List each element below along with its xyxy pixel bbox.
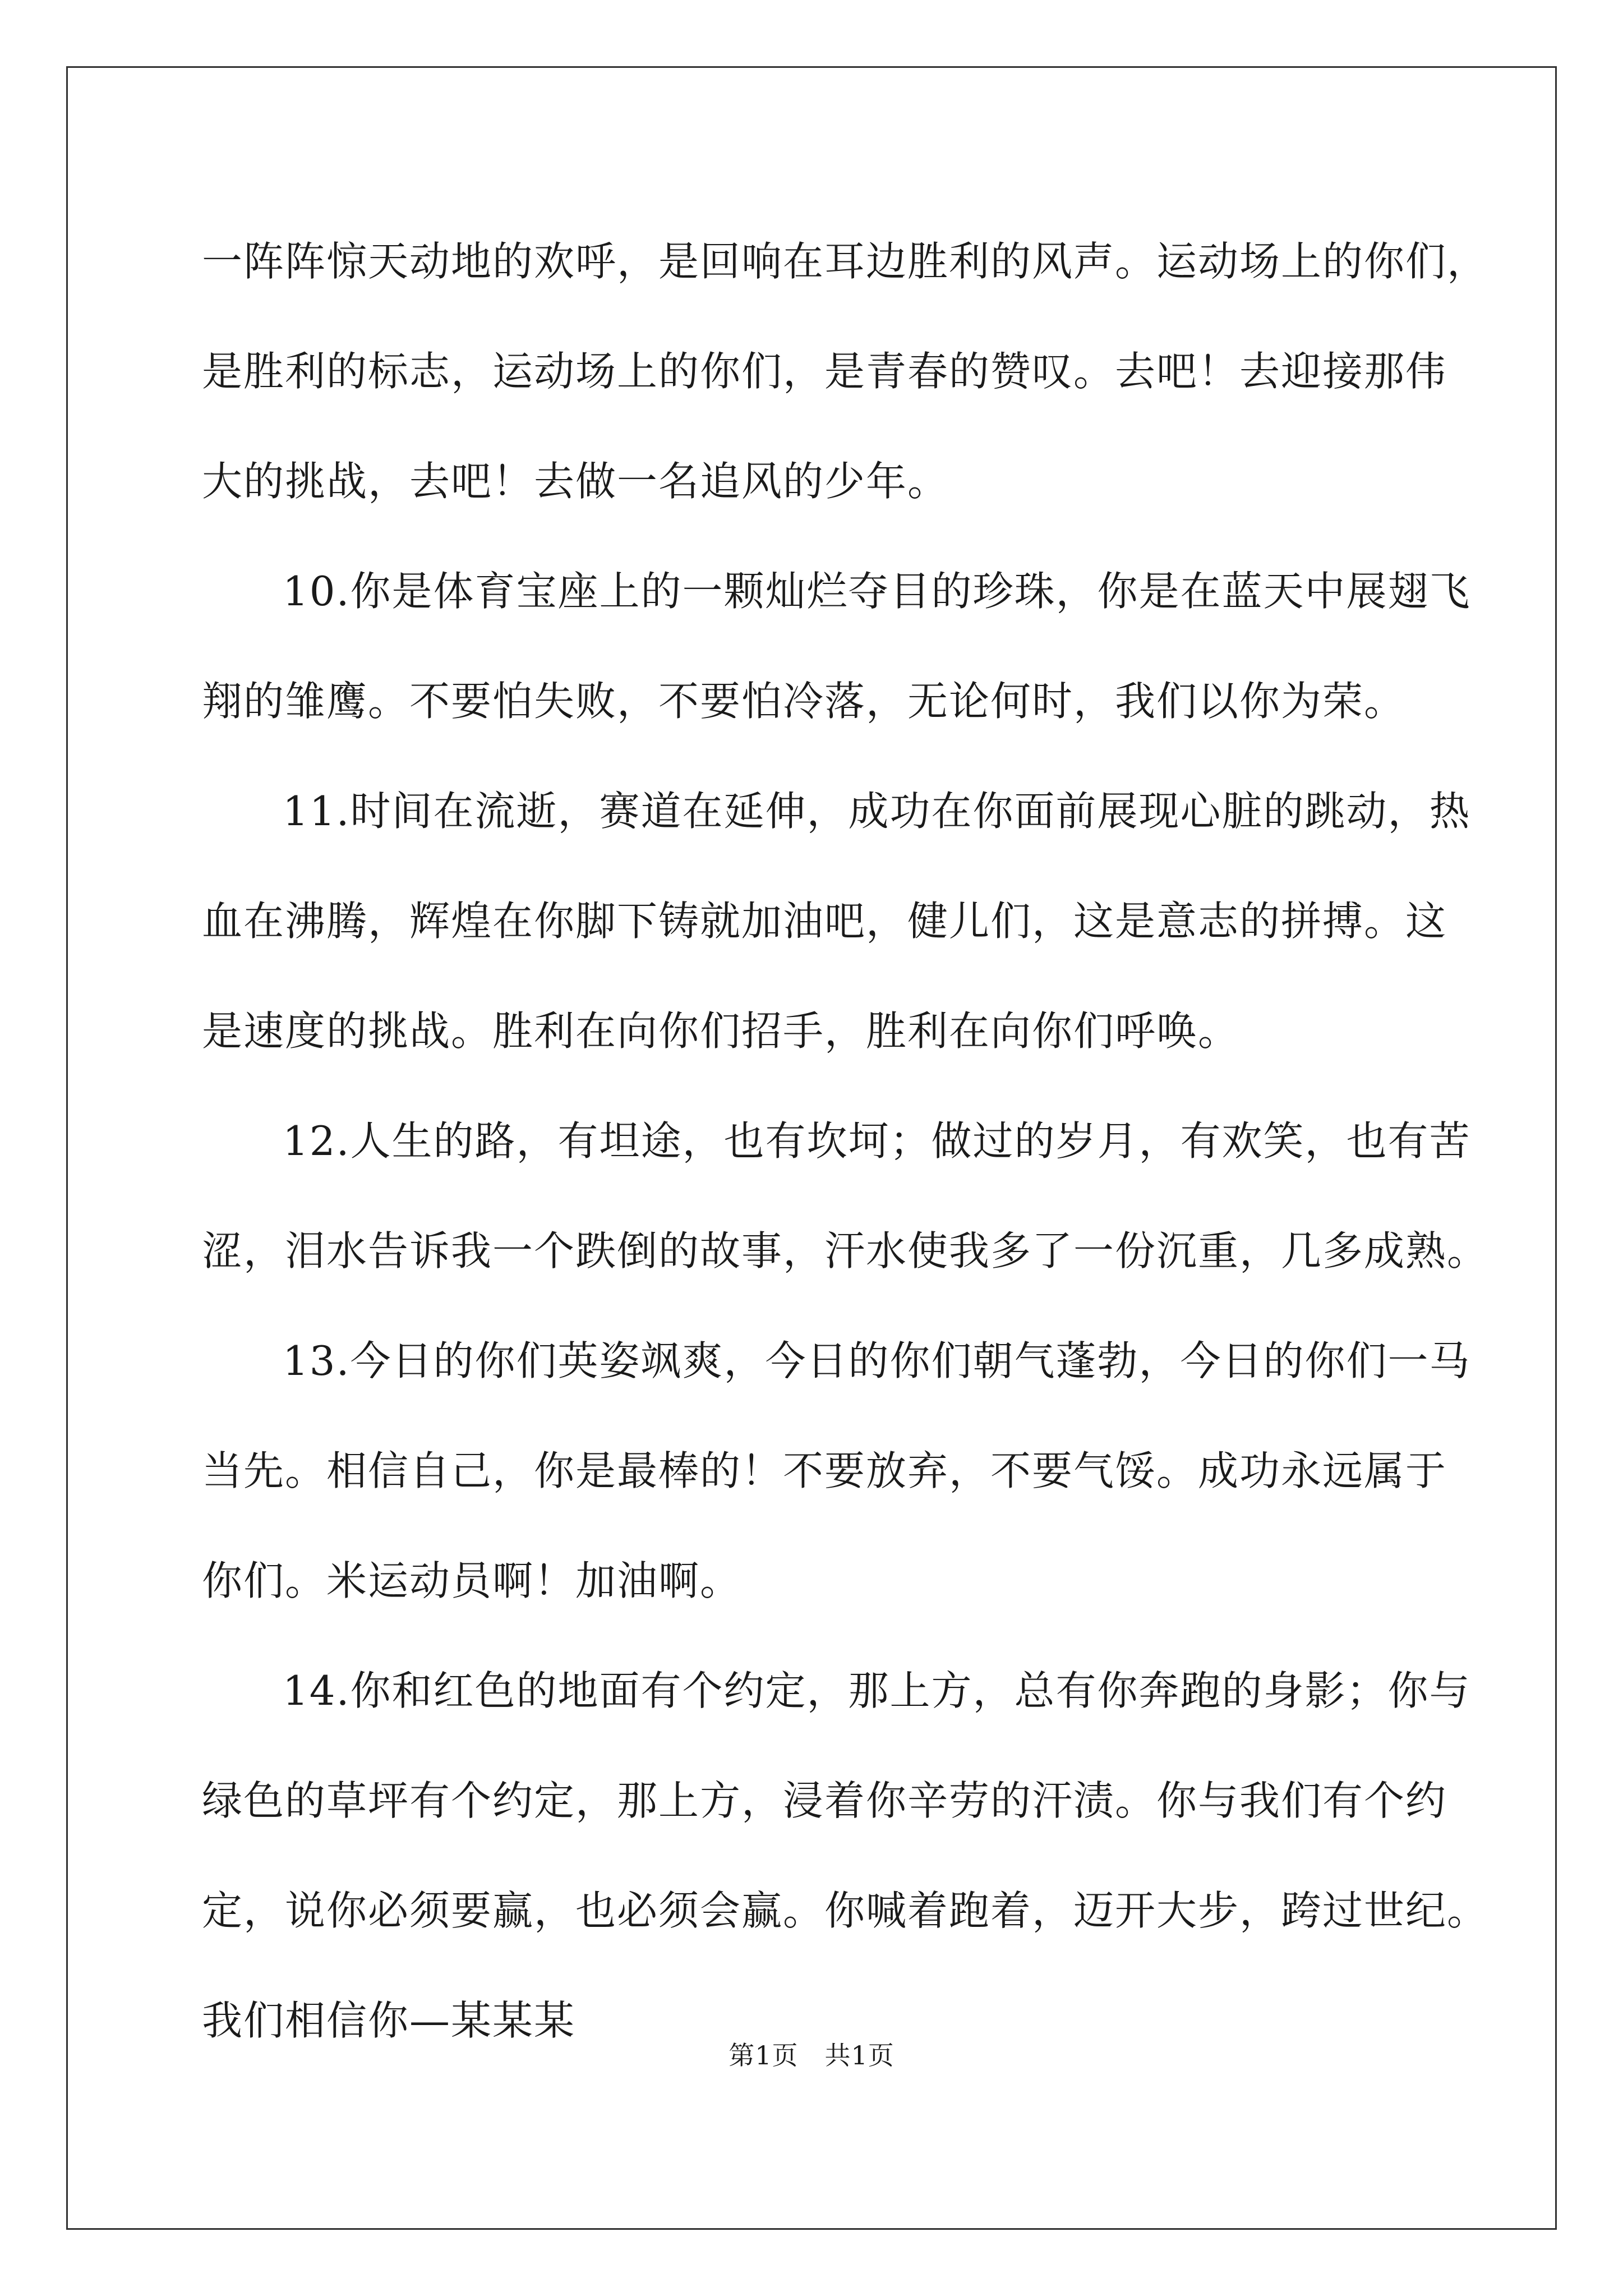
paragraph-10-line: 10.你是体育宝座上的一颗灿烂夺目的珍珠，你是在蓝天中展翅飞 xyxy=(283,568,1471,615)
document-body xyxy=(202,206,1489,2076)
text-line: 当先。相信自己，你是最棒的！不要放弃，不要气馁。成功永远属于 xyxy=(202,1447,1447,1494)
text-line: 大的挑战，去吧！去做一名追风的少年。 xyxy=(202,458,949,505)
text-line: 绿色的草坪有个约定，那上方，浸着你辛劳的汗渍。你与我们有个约 xyxy=(202,1777,1447,1824)
text-line: 定，说你必须要赢，也必须会赢。你喊着跑着，迈开大步，跨过世纪。 xyxy=(202,1887,1489,1934)
text-line: 血在沸腾，辉煌在你脚下铸就加油吧，健儿们，这是意志的拼搏。这 xyxy=(202,898,1447,945)
signature-line: 我们相信你—某某某 xyxy=(202,1997,576,2044)
paragraph-12-line: 12.人生的路，有坦途，也有坎坷；做过的岁月，有欢笑，也有苦 xyxy=(283,1117,1471,1165)
paragraph-14-line: 14.你和红色的地面有个约定，那上方，总有你奔跑的身影；你与 xyxy=(283,1667,1471,1714)
paragraph-13-line: 13.今日的你们英姿飒爽，今日的你们朝气蓬勃，今日的你们一马 xyxy=(283,1337,1471,1384)
text-line: 你们。米运动员啊！加油啊。 xyxy=(202,1557,742,1604)
text-line: 是速度的挑战。胜利在向你们招手，胜利在向你们呼唤。 xyxy=(202,1007,1240,1055)
paragraph-11-line: 11.时间在流逝，赛道在延伸，成功在你面前展现心脏的跳动，热 xyxy=(283,788,1471,835)
text-line: 翔的雏鹰。不要怕失败，不要怕冷落，无论何时，我们以你为荣。 xyxy=(202,678,1406,725)
text-line: 一阵阵惊天动地的欢呼，是回响在耳边胜利的风声。运动场上的你们， xyxy=(202,238,1489,285)
page-number-footer: 第1页 共1页 xyxy=(728,2040,895,2070)
text-line: 是胜利的标志，运动场上的你们，是青春的赞叹。去吧！去迎接那伟 xyxy=(202,348,1447,395)
text-line: 涩，泪水告诉我一个跌倒的故事，汗水使我多了一份沉重，几多成熟。 xyxy=(202,1227,1489,1274)
